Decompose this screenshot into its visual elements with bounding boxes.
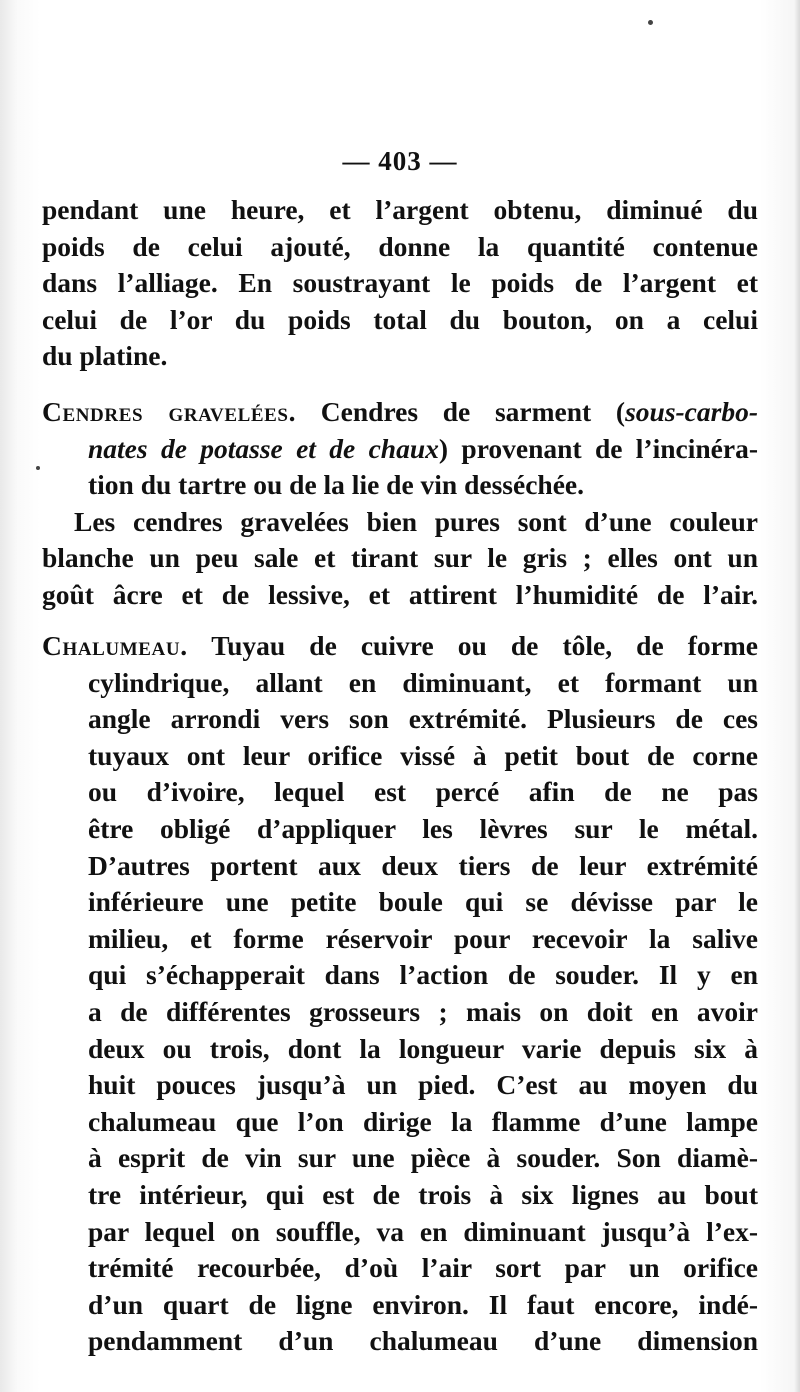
entry-line: tre intérieur, qui est de trois à six lignes au bout (88, 1178, 758, 1210)
entry-line: trémité recourbée, d’où l’air sort par un orifice (88, 1252, 758, 1284)
text-line: du platine. (42, 340, 168, 372)
entry-line: d’un quart de ligne environ. Il faut encore, indé- (88, 1288, 758, 1320)
text-line: poids de celui ajouté, donne la quantité contenue (42, 230, 758, 262)
page-number: — 403 — (342, 146, 458, 176)
ink-speck (36, 466, 40, 470)
entry-line: a de différentes grosseurs ; mais on doit en avoir (88, 995, 758, 1027)
page-edge-shadow (794, 0, 800, 1392)
entry-line: tuyaux ont leur orifice vissé à petit bout de corne (88, 739, 758, 771)
text-line: celui de l’or du poids total du bouton, on a celui (42, 303, 758, 335)
entry-line: D’autres portent aux deux tiers de leur extrémité (88, 849, 758, 881)
text-line: dans l’alliage. En soustrayant le poids de l’argent et (42, 267, 758, 299)
ink-speck (648, 20, 653, 25)
entry-line: qui s’échapperait dans l’action de souder. Il y en (88, 959, 758, 991)
entry-line: inférieure une petite boule qui se dévisse par le (88, 886, 758, 918)
entry-line: deux ou trois, dont la longueur varie depuis six à (88, 1032, 758, 1064)
paragraph-continuation (42, 192, 758, 375)
entry-text: ) provenant de l’incinéra- (438, 432, 758, 464)
entry-line: milieu, et forme réservoir pour recevoir la salive (88, 922, 758, 954)
entry-line: huit pouces jusqu’à un pied. C’est au moyen du (88, 1069, 758, 1101)
entry-line: goût âcre et de lessive, et attirent l’humidité de l’air. (42, 578, 758, 610)
entry-first-line (42, 628, 758, 665)
entry-line: angle arrondi vers son extrémité. Plusieurs de ces (88, 703, 758, 735)
entry-italic-text: sous-carbo- (625, 396, 758, 427)
entry-line: être obligé d’appliquer les lèvres sur le métal. (88, 812, 758, 844)
entry-line: pendamment d’un chalumeau d’une dimension (88, 1325, 758, 1357)
entry-term: Chalumeau. (42, 630, 188, 661)
entry-line: à esprit de vin sur une pièce à souder. Son diamè- (88, 1142, 758, 1174)
entry-italic-text: nates de potasse et de chaux (88, 432, 439, 464)
entry-first-line (42, 394, 758, 431)
entry-line: chalumeau que l’on dirige la flamme d’une lampe (88, 1105, 758, 1137)
entry-line: blanche un peu sale et tirant sur le gris ; elles ont un (42, 542, 758, 574)
entry-line: tion du tartre ou de la lie de vin desséchée. (88, 469, 584, 501)
entry-cendres-gravelees (42, 394, 758, 614)
entry-text: Cendres de sarment ( (296, 396, 626, 427)
text-line: pendant une heure, et l’argent obtenu, diminué du (42, 194, 758, 225)
entry-line: cylindrique, allant en diminuant, et formant un (88, 666, 758, 698)
entry-line (42, 431, 758, 468)
entry-line: ou d’ivoire, lequel est percé afin de ne pas (88, 776, 758, 808)
entry-line: Les cendres gravelées bien pures sont d’une couleur (74, 505, 758, 537)
entry-chalumeau (42, 628, 758, 1360)
entry-line: par lequel on souffle, va en diminuant jusqu’à l’ex- (88, 1215, 758, 1247)
entry-term: Cendres gravelées. (42, 396, 297, 427)
entry-text: Tuyau de cuivre ou de tôle, de forme (187, 630, 758, 661)
